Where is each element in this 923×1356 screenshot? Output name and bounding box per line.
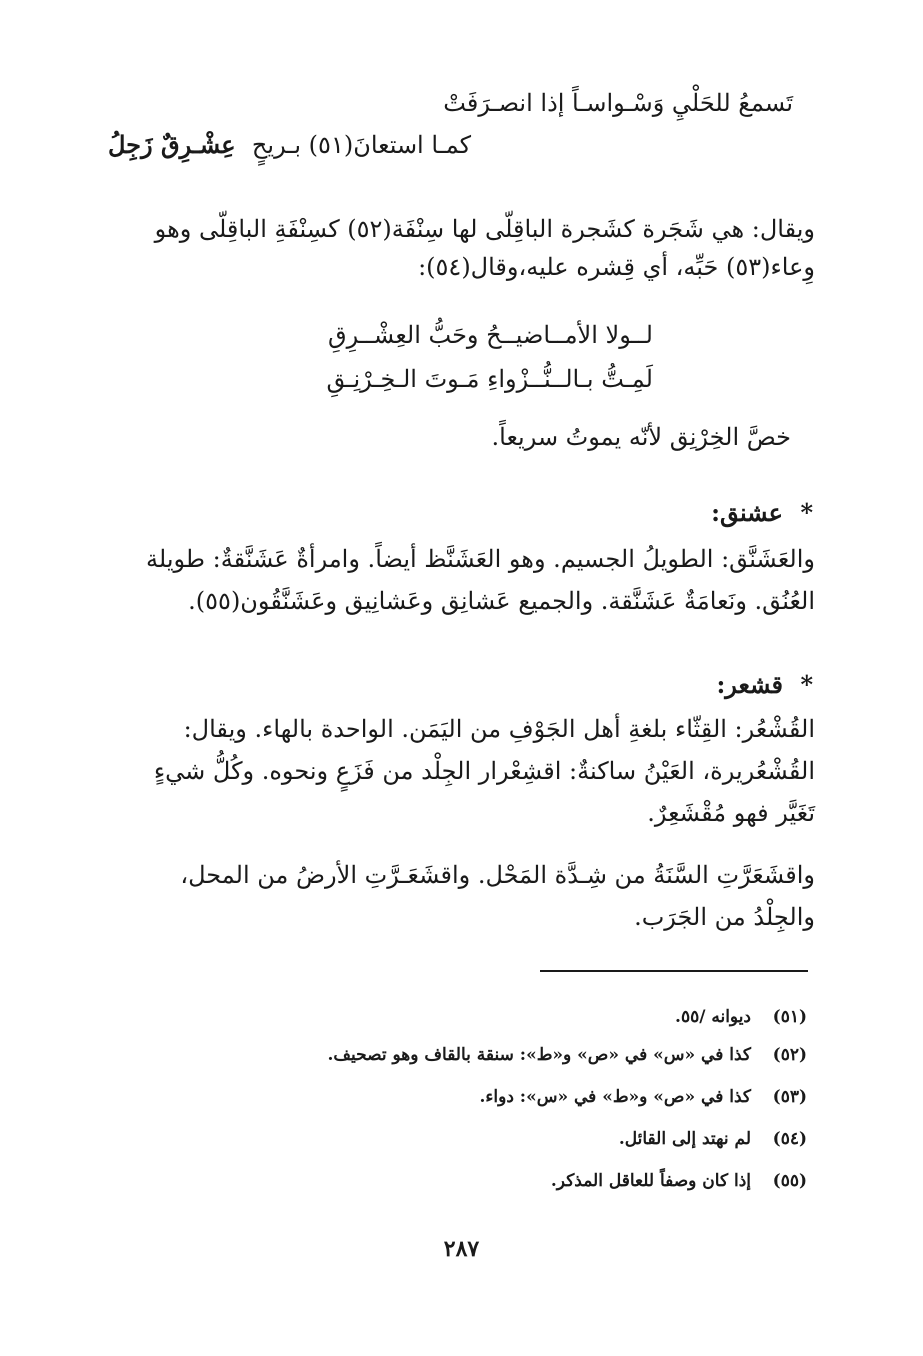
entry-marker: * (800, 670, 813, 699)
entry-heading-ashnaq: عشنق: (711, 498, 783, 527)
entry-qashar-line-3: تَغَيَّر فهو مُقْشَعِرٌ. (647, 799, 815, 827)
entry-ashnaq-line-1: والعَشَنَّق: الطويلُ الجسيم. وهو العَشَنَّظ أيضاً. وامرأةٌ عَشَنَّقةٌ: طويلة (146, 545, 815, 573)
entry-ashnaq-line-2: العُنُق. ونَعامَةٌ عَشَنَّقة. والجميع عَشانِق وعَشانِيق وعَشَنَّقُون(٥٥). (188, 587, 815, 615)
entry-qashar-line-1: القُشْعُر: القِثّاء بلغةِ أهل الجَوْفِ من اليَمَن. الواحدة بالهاء. ويقال: (183, 715, 815, 743)
paragraph-1-line-2: وِعاء(٥٣) حَبِّه، أي قِشره عليه،وقال(٥٤): (418, 253, 815, 281)
footnote-num: (٥٣) (772, 1087, 807, 1107)
footnote-num: (٥٥) (772, 1171, 807, 1191)
paragraph-1-end: خصَّ الخِرْنِق لأنّه يموتُ سريعاً. (491, 423, 791, 451)
footnote-num: (٥٢) (772, 1045, 807, 1065)
entry-qashar-line-2: القُشْعُريرة، العَيْنُ ساكنةٌ: اقشِعْرار الجِلْد من فَزَعٍ ونحوه. وكُلُّ شيءٍ (153, 757, 815, 785)
footnote-divider (540, 970, 808, 972)
entry-heading-qashar: قشعر: (716, 670, 783, 699)
footnote-text: ديوانه /٥٥. (675, 1007, 751, 1027)
verse-line-2-first-hemistich: كمـا استعانَ(٥١) بـريحٍ (251, 131, 471, 159)
entry-qashar-line-5: والجِلْدُ من الجَرَب. (634, 903, 815, 931)
footnote-num: (٥٤) (772, 1129, 807, 1149)
footnote-text: كذا في «س» في «ص» و«ط»: سنقة بالقاف وهو تصحيف. (327, 1045, 751, 1065)
footnote-text: كذا في «ص» و«ط» في «س»: دواء. (479, 1087, 751, 1107)
paragraph-1-line-1: ويقال: هي شَجَرة كشَجرة الباقِلّى لها سِنْفَة(٥٢) كسِنْفَةِ الباقِلّى وهو (154, 215, 815, 243)
page-number: ٢٨٧ (443, 1236, 480, 1262)
footnote-text: لم نهتد إلى القائل. (618, 1129, 751, 1149)
verse-line-2-second-hemistich: عِشْـرِقٌ زَجِلُ (108, 130, 236, 159)
entry-marker: * (800, 498, 813, 527)
poem-line-1: لــولا الأمــاضيــحُ وحَبُّ العِشْــرِقِ (328, 321, 653, 349)
footnote-num: (٥١) (772, 1007, 807, 1027)
verse-line-1: تَسمعُ للحَلْيِ وَسْـواسـاً إذا انصـرَفَتْ (443, 89, 793, 117)
poem-line-2: لَمِـتُّ بـالــنُّــزْواءِ مَـوتَ الـخِـرْنِـقِ (326, 365, 653, 393)
entry-qashar-line-4: واقشَعَرَّتِ السَّنَةُ من شِـدَّة المَحْل. واقشَعَـرَّتِ الأرضُ من المحل، (180, 861, 815, 889)
footnote-text: إذا كان وصفاً للعاقل المذكر. (550, 1171, 751, 1191)
